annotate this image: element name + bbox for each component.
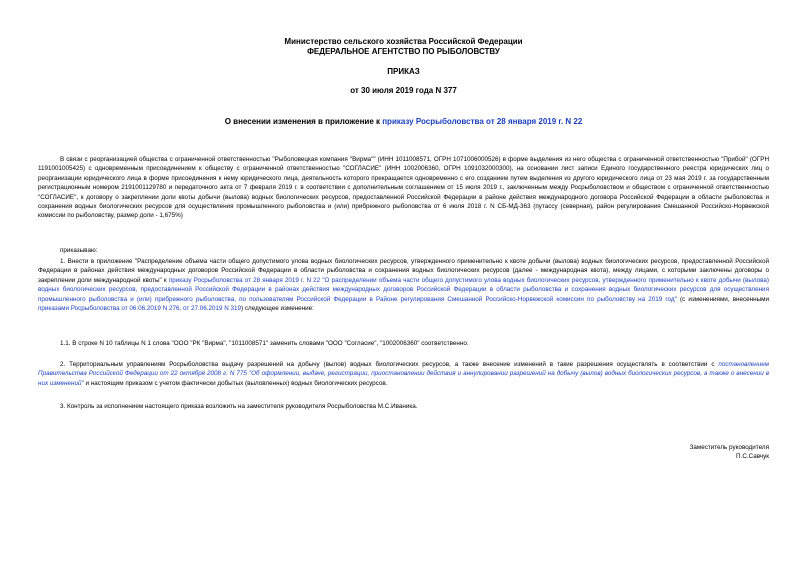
- item-2-paragraph: [38, 360, 769, 388]
- agency-name: ФЕДЕРАЛЬНОЕ АГЕНТСТВО ПО РЫБОЛОВСТВУ: [307, 47, 500, 56]
- item-1-link-amendments[interactable]: приказами Росрыболовства от 06.06.2019 N 276, от 27.06.2019 N 319: [38, 305, 242, 313]
- document-date: от 30 июля 2019 года N 377: [350, 86, 457, 95]
- title-text: О внесении изменения в приложение к: [224, 117, 383, 126]
- item-1-paragraph: [38, 257, 769, 313]
- document-title: [38, 117, 769, 127]
- ministry-name: Министерство сельского хозяйства Российской Федерации: [284, 37, 523, 46]
- item-1-link-order[interactable]: приказу Росрыболовства от 28 января 2019 г. N 22 "О распределении объема части общего допустимого улова водных биологических ресурсов, утвержденного применительно к квоте добычи (вылова) водных биологических ресурсов, предоставленной Российской Федерации в районах действия международных договоров Российской Федерации в области рыболовства и сохранения водных биологических ресурсов для осуществления промышленного рыболовства и (или) прибрежного рыболовства, по пользователям Российской Федерации в Районе регулирования Смешанной Российско-Норвежской комиссии по рыболовству на 2019 год": [38, 276, 769, 303]
- document-type: ПРИКАЗ: [387, 67, 420, 76]
- title-link[interactable]: приказу Росрыболовства от 28 января 2019 г. N 22: [382, 117, 583, 126]
- item-1-1-paragraph: 1.1. В строке N 10 таблицы N 1 слова "ООО "РК "Вирма", "1011008571" заменить словами "ООО "Согласие", "1002006360" соответственно.: [60, 340, 469, 347]
- order-word: приказываю:: [60, 247, 98, 254]
- item-2-text-b: и настоящим приказом с учетом фактически добытых (выловленных) водных биологических ресурсов.: [83, 379, 388, 387]
- item-1-text-c: ) следующее изменение:: [241, 305, 314, 313]
- signature-name: П.С.Савчук: [736, 453, 769, 460]
- item-1-text-a: 1. Внести в приложение "Распределение объема части общего допустимого улова водных биологических ресурсов, утвержденного применительно к квоте добычи (вылова) водных биологических ресурсов, предоставленной Российской Федерации в районах действия международных договоров Российской Федерации в области рыболовства и сохранения водных биологических ресурсов (далее - международная квота), между лицами, с которыми заключены договоры о закреплении доли международной квоты" к: [38, 258, 769, 284]
- item-2-link-resolution[interactable]: постановлением Правительства Российской Федерации от 22 октября 2008 г. N 775 "Об оформлении, выдаче, регистрации, приостановлении действия и аннулировании разрешений на добычу (вылов) водных биологических ресурсов, а также о внесении в них изменений": [38, 361, 769, 387]
- document-page: [38, 0, 769, 571]
- signature-position: Заместитель руководителя: [689, 444, 769, 451]
- item-2-text-a: 2. Территориальным управлениям Росрыболовства выдачу разрешений на добычу (вылов) водных биологических ресурсов, а также внесение изменений в такие разрешения осуществлять в соответствии с: [60, 361, 719, 368]
- item-1-text-b: (с изменениями, внесенными: [676, 295, 770, 303]
- item-3-paragraph: 3. Контроль за исполнением настоящего приказа возложить на заместителя руководителя Росрыболовства М.С.Иваника.: [60, 403, 418, 410]
- preamble-paragraph: В связи с реорганизацией общества с ограниченной ответственностью "Рыболовецкая компания "Вирма"" (ИНН 1011008571, ОГРН 1071006000526) в форме выделения из него общества с ограниченной ответственностью "Прибой" (ОГРН 1191001005425) с одновременным присоединением к обществу с ограниченной ответственностью "СОГЛАСИЕ" (ИНН 1002006360, ОГРН 1091032000300), на основании лист записи Единого государственного реестра юридических лиц о реорганизации юридического лица в форме присоединения к нему юридического лица, деятельность которого прекращается одновременно с его созданием путем выделения из другого юридического лица от 23 мая 2019 г. за государственным регистрационным номером 2191001129780 и передаточного акта от 7 февраля 2019 г. в соответствии с дополнительным соглашением от 15 июля 2019 г., заключенным между Росрыболовством и обществом с ограниченной ответственностью "СОГЛАСИЕ", к договору о закреплении доли квоты добычи (вылова) водных биологических ресурсов, предоставленной Российской Федерации в районе действия международного договора Российской Федерации в области рыболовства и сохранения водных биологических ресурсов для осуществления промышленного рыболовства и (или) прибрежного рыболовства от 6 июля 2018 г. N СБ-МД-363 (путассу (северная), район регулирования Смешанной Российско-Норвежской комиссии по рыболовству, размер доли - 1,675%): [38, 156, 769, 220]
